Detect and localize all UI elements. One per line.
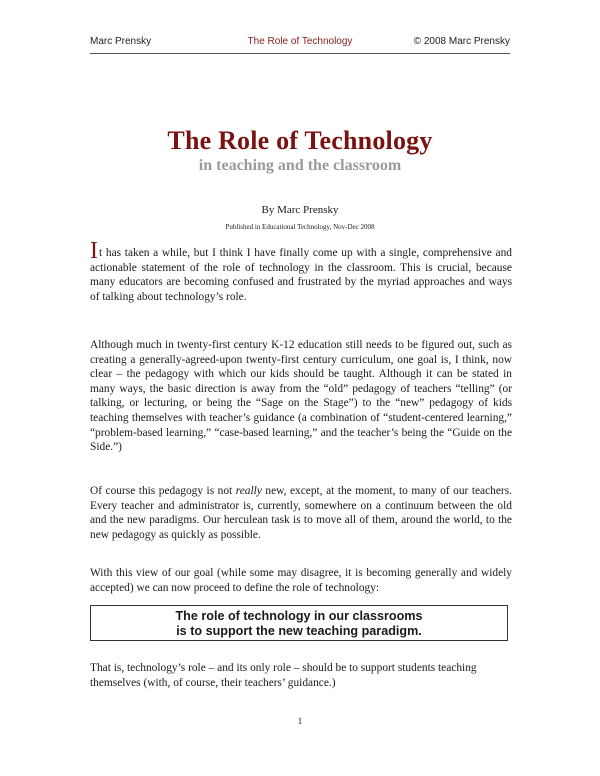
header-author: Marc Prensky — [90, 36, 152, 47]
paragraph-1-text: t has taken a while, but I think I have finally come up with a single, comprehensive and actionable statement of the role of technology in the classroom. This is crucial, because many educators are becoming confused and frustrated by the myriad approaches and ways of talking about technology’s role. — [90, 247, 512, 303]
paragraph-4: With this view of our goal (while some may disagree, it is becoming generally and widely accepted) we can now proceed to define the role of technology: — [90, 567, 512, 594]
paragraph-3-text-a: Of course this pedagogy is not — [90, 485, 236, 497]
header-doc-title: The Role of Technology — [247, 36, 353, 47]
page-number: 1 — [297, 716, 303, 726]
document-subtitle: in teaching and the classroom — [198, 157, 402, 174]
paragraph-5: That is, technology’s role – and its only role – should be to support students teaching themselves (with, of course, their teachers’ guidance.) — [90, 662, 477, 689]
paragraph-3 — [90, 484, 512, 542]
callout-box — [90, 605, 508, 641]
page-header — [90, 36, 510, 50]
publication-note: Published in Educational Technology, Nov-Dec 2008 — [225, 223, 375, 231]
header-copyright: © 2008 Marc Prensky — [413, 36, 510, 47]
callout-line-2: is to support the new teaching paradigm. — [176, 624, 422, 638]
paragraph-3-emphasis: really — [235, 485, 262, 497]
document-title: The Role of Technology — [167, 126, 433, 155]
drop-cap: I — [90, 238, 98, 264]
paragraph-1 — [90, 238, 512, 304]
paragraph-3-text-b: new, except, at the moment, to many of our teachers. Every teacher and administrator is, currently, somewhere on a continuum between the old and the new paradigms. Our herculean task is to move all of them, around the world, to the new pedagogy as quickly as possible. — [90, 485, 512, 541]
byline: By Marc Prensky — [261, 204, 339, 216]
paragraph-2: Although much in twenty-first century K-12 education still needs to be figured out, such as creating a generally-agreed-upon twenty-first century curriculum, one goal is, I think, now clear – the pedagogy with which our kids should be taught. Although it can be stated in many ways, the basic direction is away from the “old” pedagogy of teachers “telling” (or talking, or lecturing, or being the “Sage on the Stage”) to the “new” pedagogy of kids teaching themselves with teacher’s guidance (a combination of “student-centered learning,” “problem-based learning,” “case-based learning,” and the teacher’s being the “Guide on the Side.”) — [90, 339, 512, 454]
header-divider — [90, 53, 510, 54]
callout-line-1: The role of technology in our classrooms — [175, 609, 423, 623]
